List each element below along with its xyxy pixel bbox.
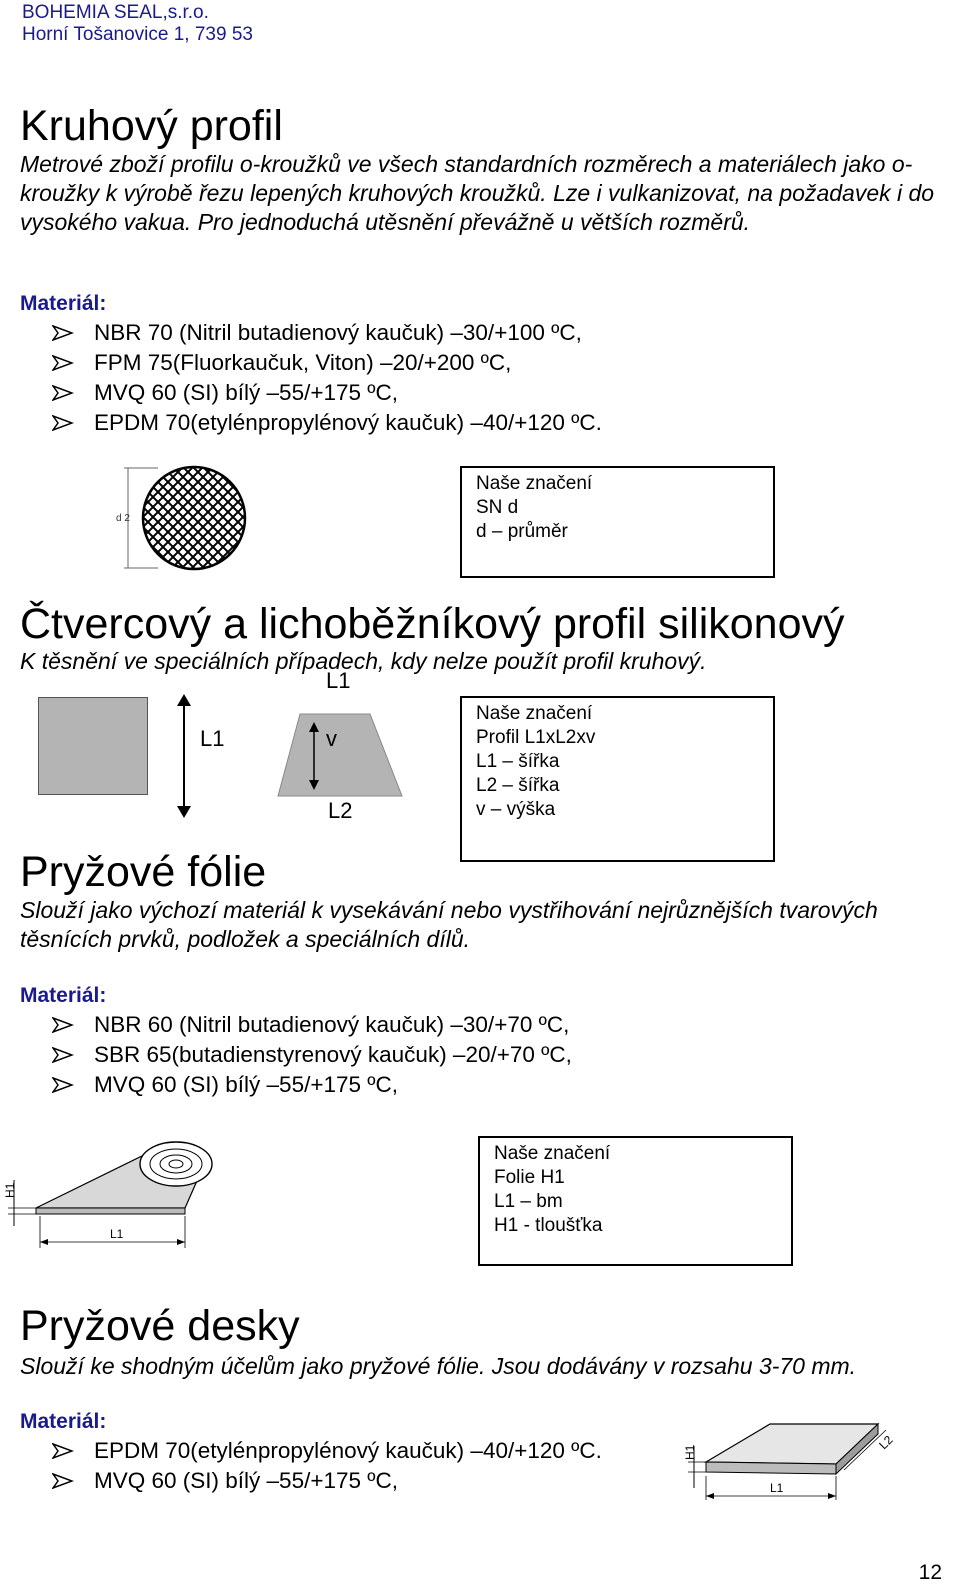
plate-thickness-label: H1: [683, 1444, 697, 1460]
dimension-arrow-icon: [174, 692, 194, 822]
marking-line: SN d: [476, 497, 519, 518]
section-description-desky: Slouží ke shodným účelům jako pryžové fólie. Jsou dodávány v rozsahu 3-70 mm.: [20, 1353, 857, 1379]
list-item: FPM 75(Fluorkaučuk, Viton) –20/+200 ºC,: [52, 348, 602, 378]
section-description-kruhovy: Metrové zboží profilu o-kroužků ve všech standardních rozměrech a materiálech jako o-kroužky k výrobě řezu lepených kruhových kroužků. Lze i vulkanizovat, na požadavek i do vysokého vakua. Pro jednoduchá utěsnění převážně u větších rozměrů.: [20, 151, 935, 235]
arrow-bullet-icon: [52, 1017, 74, 1033]
arrow-bullet-icon: [52, 385, 74, 401]
marking-line: Folie H1: [494, 1167, 565, 1188]
section-title-ctvercovy: Čtvercový a lichoběžníkový profil silikonový: [20, 600, 845, 648]
plate-width-label: L2: [876, 1432, 896, 1453]
company-address: Horní Tošanovice 1, 739 53: [22, 24, 253, 45]
list-item: MVQ 60 (SI) bílý –55/+175 ºC,: [52, 1070, 572, 1100]
marking-line: Naše značení: [476, 703, 593, 724]
section-title-desky: Pryžové desky: [20, 1302, 300, 1350]
thickness-label: H1: [3, 1182, 17, 1198]
marking-box-ctvercovy: [460, 696, 775, 862]
length-label: L1: [110, 1227, 124, 1241]
trapezoid-height-label: v: [326, 726, 337, 751]
marking-line: L2 – šířka: [476, 775, 560, 796]
material-label: Materiál:: [20, 292, 107, 315]
marking-box-kruhovy: [460, 466, 775, 578]
diameter-label: d 2: [116, 513, 130, 524]
rubber-plate-diagram: [672, 1416, 932, 1516]
trapezoid-profile-shape: [270, 708, 410, 806]
square-dim-label: L1: [200, 726, 225, 751]
section-description-folie: Slouží jako výchozí materiál k vysekávání nebo vystřihování nejrůznějších tvarových těsnících prvků, podložek a speciálních dílů.: [20, 897, 878, 952]
list-item: NBR 70 (Nitril butadienový kaučuk) –30/+100 ºC,: [52, 318, 602, 348]
page-number: 12: [918, 1561, 942, 1584]
section-title-kruhovy: Kruhový profil: [20, 102, 283, 150]
marking-line: v – výška: [476, 799, 556, 820]
marking-line: Naše značení: [494, 1143, 611, 1164]
material-list: [52, 1010, 572, 1100]
rubber-roll-diagram: [0, 1130, 240, 1250]
arrow-bullet-icon: [52, 1473, 74, 1489]
marking-line: L1 – bm: [494, 1191, 563, 1212]
arrow-bullet-icon: [52, 415, 74, 431]
arrow-bullet-icon: [52, 355, 74, 371]
trapezoid-bottom-label: L2: [328, 798, 353, 823]
marking-line: Profil L1xL2xv: [476, 727, 596, 748]
list-item: SBR 65(butadienstyrenový kaučuk) –20/+70 ºC,: [52, 1040, 572, 1070]
marking-box-folie: [478, 1136, 793, 1266]
material-list: [52, 1436, 602, 1496]
arrow-bullet-icon: [52, 1443, 74, 1459]
marking-line: L1 – šířka: [476, 751, 560, 772]
material-label: Materiál:: [20, 984, 107, 1007]
list-item: MVQ 60 (SI) bílý –55/+175 ºC,: [52, 378, 602, 408]
list-item: EPDM 70(etylénpropylénový kaučuk) –40/+120 ºC.: [52, 408, 602, 438]
arrow-bullet-icon: [52, 1077, 74, 1093]
material-label: Materiál:: [20, 1410, 107, 1433]
section-title-folie: Pryžové fólie: [20, 848, 267, 896]
plate-length-label: L1: [770, 1481, 784, 1495]
marking-line: d – průměr: [476, 521, 568, 542]
trapezoid-top-label: L1: [326, 668, 351, 693]
arrow-bullet-icon: [52, 1047, 74, 1063]
section-description-ctvercovy: K těsnění ve speciálních případech, kdy nelze použít profil kruhový.: [20, 648, 707, 674]
company-name: BOHEMIA SEAL,s.r.o.: [22, 2, 209, 23]
square-profile-shape: [38, 697, 148, 795]
material-list: [52, 318, 602, 438]
marking-line: Naše značení: [476, 473, 593, 494]
circle-profile-diagram: [108, 462, 248, 582]
list-item: EPDM 70(etylénpropylénový kaučuk) –40/+120 ºC.: [52, 1436, 602, 1466]
list-item: MVQ 60 (SI) bílý –55/+175 ºC,: [52, 1466, 602, 1496]
list-item: NBR 60 (Nitril butadienový kaučuk) –30/+70 ºC,: [52, 1010, 572, 1040]
arrow-bullet-icon: [52, 325, 74, 341]
marking-line: H1 - tloušťka: [494, 1215, 603, 1236]
